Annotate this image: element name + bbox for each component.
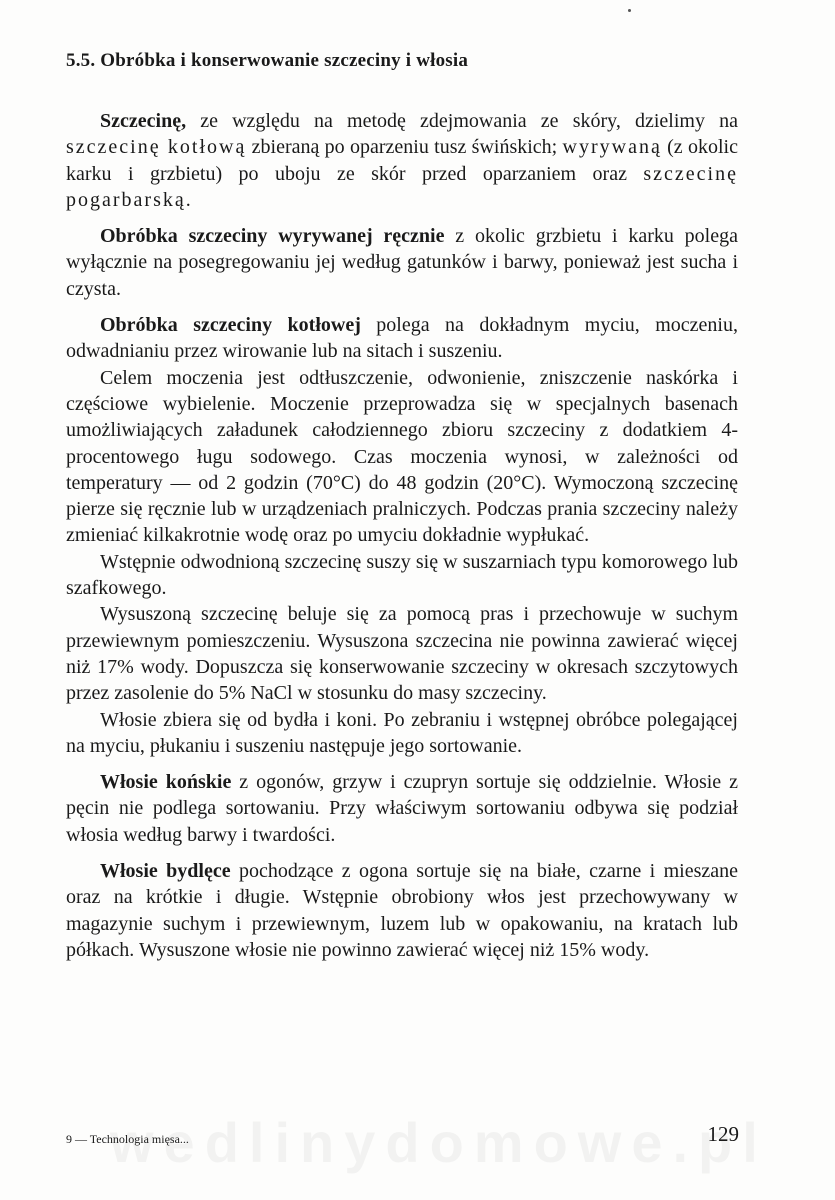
text-run: z okolic grzbietu i karku polega wyłącznie na posegregowaniu jej według gatunków i barwy, ponieważ jest sucha i czysta.	[66, 225, 738, 300]
text-run: zbieraną po oparzeniu tusz świńskich;	[246, 136, 563, 159]
body-text	[66, 108, 738, 963]
print-speck	[628, 9, 631, 12]
paragraph-cattle-hair	[66, 858, 738, 963]
signature-mark: 9 — Technologia mięsa...	[66, 1132, 189, 1146]
paragraph-storage: Wysuszoną szczecinę beluje się za pomocą pras i przechowuje w suchym przewiewnym pomieszczeniu. Wysuszona szczecina nie powinna zawierać więcej niż 17% wody. Dopuszcza się konserwowanie szczeciny w okresach szczytowych przez zasolenie do 5% NaCl w stosunku do masy szczeciny.	[66, 603, 738, 705]
paragraph-drying: Wstępnie odwodnioną szczecinę suszy się w suszarniach typu komorowego lub szafkowego.	[66, 550, 738, 600]
text-run: z ogonów, grzyw i czupryn sortuje się oddzielnie. Włosie z pęcin nie podlega sortowaniu. Przy właściwym sortowaniu odbywa się podział włosia według barwy i twardości.	[66, 771, 739, 846]
text-run: pochodzące z ogona sortuje się na białe, czarne i mieszane oraz na krótkie i długie. Wstępnie obrobiony włos jest przechowywany w magazynie suchym i przewiewnym, luzem lub w opakowaniu, na kratach lub półkach. Wysuszone włosie nie powinno zawierać więcej niż 15% wody.	[66, 860, 738, 961]
paragraph-horse-hair	[66, 769, 738, 848]
paragraph-soaking: Celem moczenia jest odtłuszczenie, odwonienie, zniszczenie naskórka i częściowe wybielenie. Moczenie przeprowadza się w specjalnych basenach umożliwiających załadunek całodziennego zbioru szczeciny z dodatkiem 4-procentowego ługu sodowego. Czas moczenia wynosi, w zależności od temperatury — od 2 godzin (70°C) do 48 godzin (20°C). Wymoczoną szczecinę pierze się ręcznie lub w urządzeniach pralniczych. Podczas prania szczeciny należy zmieniać kilkakrotnie wodę oraz po umyciu dokładnie wypłukać.	[66, 366, 738, 547]
text-run: ze względu na metodę zdejmowania ze skóry, dzielimy na	[186, 110, 738, 132]
paragraph-hair-collection: Włosie zbiera się od bydła i koni. Po zebraniu i wstępnej obróbce polegającej na myciu, płukaniu i suszeniu następuje jego sortowanie.	[66, 708, 738, 757]
bold-term: Włosie bydlęce	[100, 860, 231, 883]
bold-term: Obróbka szczeciny kotłowej	[100, 314, 361, 337]
paragraph-plucked-bristle	[66, 223, 738, 302]
spaced-term: szczecinę kotłową	[66, 136, 247, 159]
watermark	[110, 1110, 768, 1175]
spaced-term: szczecinę pogarbarską.	[66, 162, 738, 211]
bold-term: Szczecinę,	[100, 110, 187, 132]
bold-term: Włosie końskie	[100, 771, 232, 794]
bold-term: Obróbka szczeciny wyrywanej ręcznie	[100, 225, 445, 248]
paragraph-boiler-bristle	[66, 312, 738, 365]
text-run: polega na dokładnym myciu, moczeniu, odwadnianiu przez wirowanie lub na sitach i suszeniu.	[66, 314, 738, 363]
spaced-term: wyrywaną	[562, 136, 662, 159]
text-run: (z okolic karku i grzbietu) po uboju ze skór przed oparzaniem oraz	[66, 136, 738, 185]
section-heading: 5.5. Obróbka i konserwowanie szczeciny i włosia	[66, 50, 469, 71]
page-number: 129	[707, 1122, 739, 1146]
paragraph-bristle-types	[66, 108, 738, 213]
